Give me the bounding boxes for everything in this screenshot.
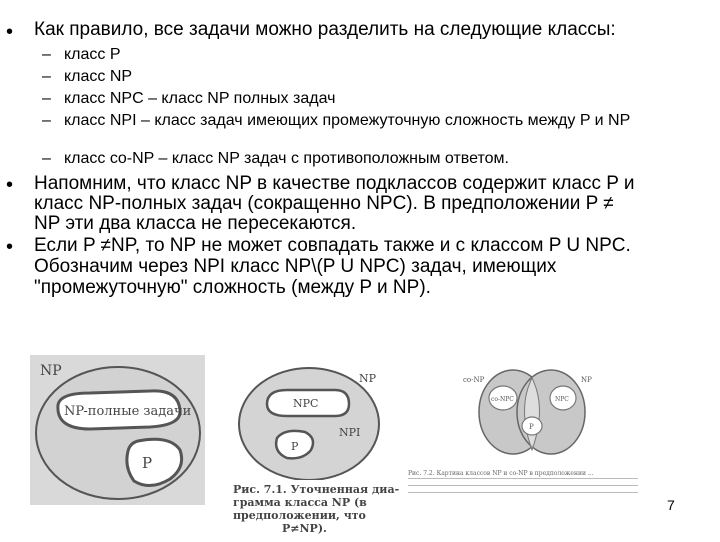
fig3-conp-label: co-NP	[463, 376, 485, 384]
page-number: 7	[667, 497, 675, 513]
sub-item-conp: класс co-NP – класс NP задач с противоположным ответом.	[64, 150, 509, 167]
bullet-3-line-1: Если P ≠NP, то NP не может совпадать также и с классом P U NPC.	[34, 235, 631, 256]
figure-1-svg	[30, 355, 205, 505]
fig2-caption-4: P≠NP).	[282, 522, 327, 535]
fig3-caption-filler	[408, 478, 638, 496]
sub-item-np: класс NP	[64, 68, 133, 85]
bullet-marker: •	[6, 174, 14, 196]
fig2-caption-2: грамма класса NP (в	[233, 496, 367, 509]
fig3-npc-label: NPC	[555, 396, 569, 403]
dash-marker: –	[42, 68, 51, 85]
fig3-p-label: P	[529, 423, 534, 431]
fig2-caption-3: предположении, что	[233, 509, 366, 522]
dash-marker: –	[42, 46, 51, 63]
sub-item-p: класс P	[64, 46, 121, 63]
figure-conp-diagram	[455, 368, 615, 468]
dash-marker: –	[42, 150, 51, 167]
fig2-caption-1: Рис. 7.1. Уточненная диа-	[233, 483, 400, 496]
dash-marker: –	[42, 112, 51, 129]
bullet-1-text: Как правило, все задачи можно разделить на следующие классы:	[34, 19, 616, 40]
dash-marker: –	[42, 90, 51, 107]
bullet-2-line-1: Напомним, что класс NP в качестве подклассов содержит класс P и	[34, 173, 635, 194]
bullet-3-line-3: "промежуточную" сложность (между P и NP).	[34, 277, 431, 298]
fig3-caption: Рис. 7.2. Картина классов NP и co-NP в предположении ...	[408, 470, 594, 477]
fig2-npc-label: NPC	[293, 397, 319, 410]
bullet-2-line-2: класс NP-полных задач (сокращенно NPC). В предположении P ≠	[34, 193, 614, 214]
fig1-p-label: P	[142, 454, 153, 472]
bullet-2-line-3: NP эти два класса не пересекаются.	[34, 213, 357, 234]
sub-item-npi: класс NPI – класс задач имеющих промежуточную сложность между P и NP	[64, 112, 631, 129]
figure-np-diagram	[30, 355, 205, 505]
figure-3-svg	[455, 368, 615, 468]
fig1-npc-label: NP-полные задачи	[64, 404, 192, 419]
fig2-np-label: NP	[359, 372, 377, 385]
fig1-np-label: NP	[40, 363, 62, 379]
fig2-p-label: P	[291, 440, 299, 453]
fig2-npi-label: NPI	[339, 426, 361, 439]
fig3-conpc-label: co-NPC	[491, 396, 514, 403]
bullet-marker: •	[6, 236, 14, 258]
fig3-np-label: NP	[581, 376, 592, 384]
bullet-marker: •	[6, 21, 14, 43]
sub-item-npc: класс NPC – класс NP полных задач	[64, 90, 336, 107]
figure-2-svg	[225, 362, 400, 480]
bullet-3-line-2: Обозначим через NPI класс NP\(P U NPC) задач, имеющих	[34, 256, 557, 277]
